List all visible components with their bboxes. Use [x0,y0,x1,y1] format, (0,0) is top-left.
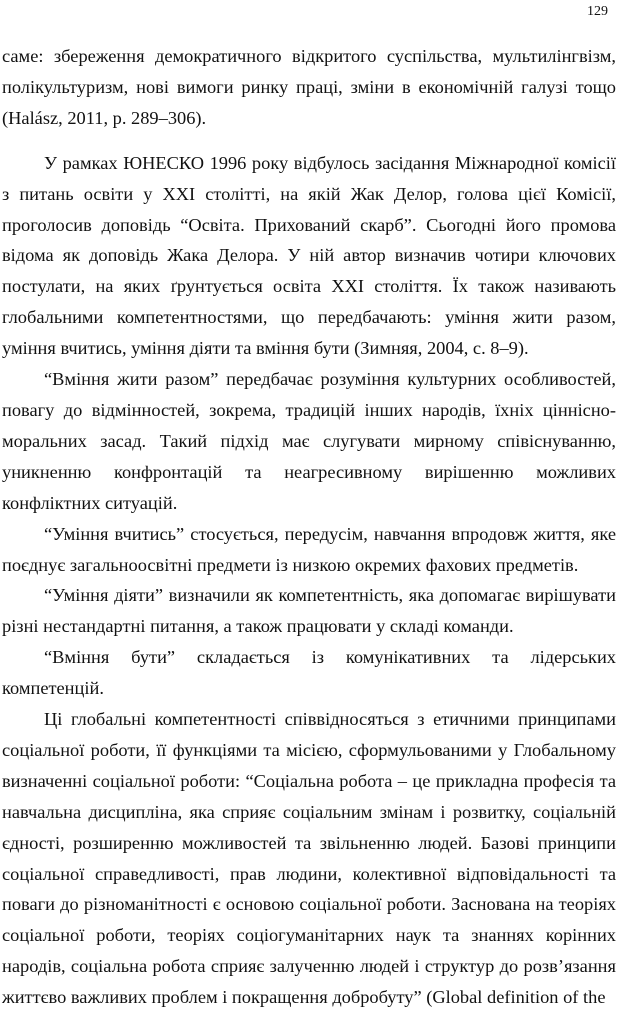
paragraph-unesco-delors: У рамках ЮНЕСКО 1996 року відбулось засідання Міжнародної комісії з питань освіти у XXI столітті, на якій Жак Делор, голова цієї Комісії, проголосив доповідь “Освіта. Прихований скарб”. Сьогодні його промова відома як доповідь Жака Делора. У ній автор визначив чотири ключових постулати, на яких ґрунтується освіта XXI століття. Їх також називають глобальними компетентностями, що передбачають: уміння жити разом, уміння вчитись, уміння діяти та вміння бути (Зимняя, 2004, с. 8–9). [2,152,616,359]
paragraph-global-competencies: Ці глобальні компетентності співвідносяться з етичними принципами соціальної роботи, її функціями та місією, сформульованими у Глобальному визначенні соціальної роботи: “Соціальна робота – це прикладна професія та навчальна дисципліна, яка сприяє соціальним змінам і розвитку, соціальній єдності, розширенню можливостей та звільненню людей. Базові принципи соціальної справедливості, прав людини, колективної відповідальності та поваги до різноманітності є основою соціальної роботи. Заснована на теоріях соціальної роботи, теоріях соціогуманітарних наук та знаннях корінних народів, соціальна робота сприяє залученню людей і структур до розв’язання життєво важливих проблем і покращення добробуту” (Global definition of the [2,709,616,1008]
paragraph-continuation: саме: збереження демократичного відкритого суспільства, мультилінгвізм, полікультуризм, нові вимоги ринку праці, зміни в економічній галузі тощо (Halász, 2011, p. 289–306). [2,46,616,128]
document-body [2,41,616,1013]
paragraph-learning: “Уміння вчитись” стосується, передусім, навчання впродовж життя, яке поєднує загальноосвітні предмети із низкою окремих фахових предметів. [2,523,616,575]
paragraph-doing: “Уміння діяти” визначили як компетентність, яка допомагає вирішувати різні нестандартні питання, а також працювати у складі команди. [2,585,616,637]
page-number: 129 [587,4,608,19]
paragraph-living-together: “Вміння жити разом” передбачає розуміння культурних особливостей, повагу до відмінностей, зокрема, традицій інших народів, їхніх ціннісно-моральних засад. Такий підхід має слугувати мирному співіснуванню, уникненню конфронтацій та неагресивному вирішенню можливих конфліктних ситуацій. [2,369,616,513]
paragraph-being: “Вміння бути” складається із комунікативних та лідерських компетенцій. [2,647,616,699]
